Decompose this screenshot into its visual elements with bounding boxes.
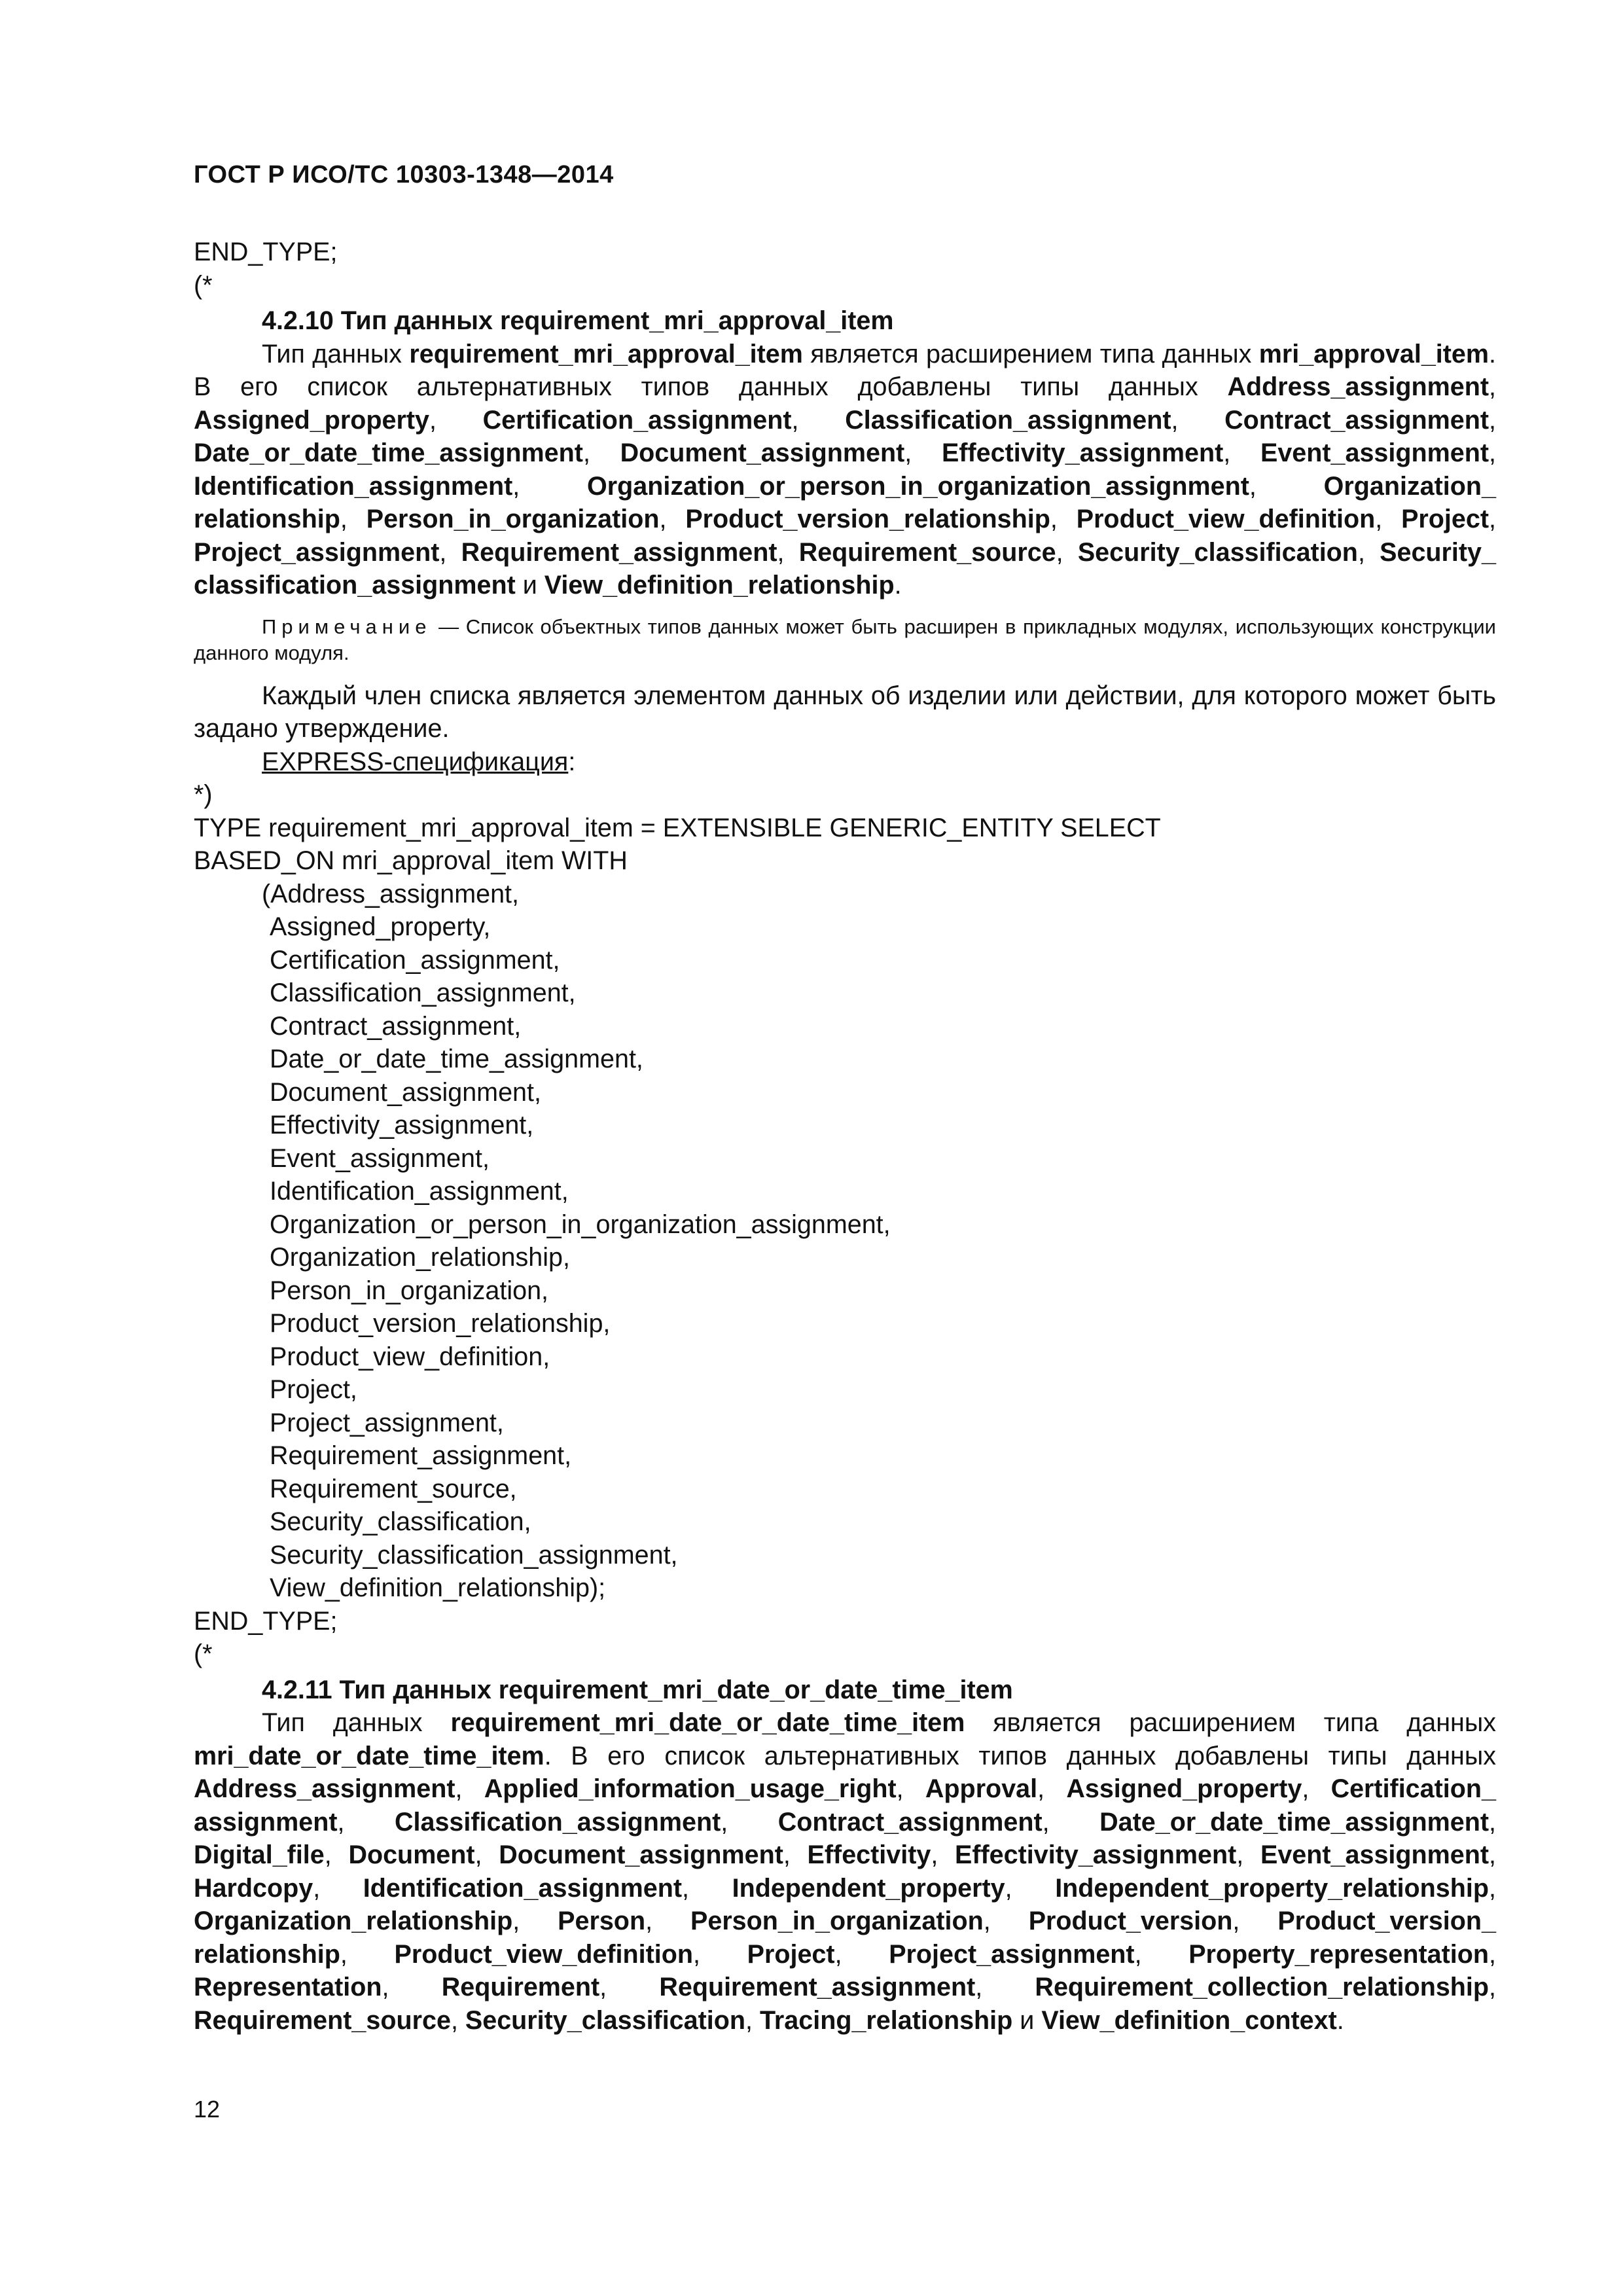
code-item: Project,: [270, 1375, 357, 1404]
type-name: Product_version: [1028, 1907, 1233, 1935]
section-1-paragraph: [194, 338, 1496, 602]
type-name: Product_view_definition: [1076, 505, 1376, 533]
note-text: — Список объектных типов данных может быть расширен в прикладных модулях, использующих конструкции данного модуля.: [194, 615, 1496, 664]
base-type-name: mri_approval_item: [1258, 339, 1489, 368]
type-name: Requirement_source: [194, 2005, 451, 2035]
and-word: и: [1012, 2005, 1042, 2035]
code-item: Person_in_organization,: [270, 1276, 549, 1305]
code-item: Event_assignment,: [270, 1143, 490, 1173]
code-line: (*: [194, 270, 213, 300]
type-name: Document_assignment: [620, 439, 905, 467]
type-name: Person: [558, 1907, 646, 1935]
type-name: Project: [747, 1939, 835, 1969]
type-name: Requirement: [441, 1973, 600, 2001]
type-name: Assigned_property: [194, 405, 429, 435]
type-name: Project_assignment: [889, 1939, 1135, 1969]
type-name: Assigned_property: [1066, 1774, 1302, 1803]
type-name: Requirement_assignment: [461, 537, 777, 567]
type-name: Property_representation: [1188, 1939, 1489, 1969]
type-name: Independent_property_relationship: [1055, 1873, 1489, 1903]
type-name: Digital_file: [194, 1840, 325, 1869]
type-name: Person_in_organization: [690, 1907, 984, 1935]
type-name: Event_assignment: [1260, 1840, 1489, 1869]
type-name: Effectivity: [807, 1840, 931, 1869]
type-name: Requirement_assignment: [659, 1973, 976, 2001]
type-name: Effectivity_assignment: [941, 439, 1224, 467]
extends-text: является расширением типа данных: [965, 1708, 1496, 1737]
member-text: Каждый член списка является элементом данных об изделии или действии, для которого может быть задано утверждение.: [194, 681, 1496, 743]
type-name: Certification_ assignment: [194, 1774, 1496, 1837]
type-name: Date_or_date_time_assignment: [194, 439, 583, 467]
type-name: Approval: [925, 1774, 1038, 1803]
code-item: Effectivity_assignment,: [270, 1111, 534, 1139]
type-name: Applied_information_usage_right: [484, 1774, 897, 1803]
type-list: Address_assignment, Applied_information_usage_right, Approval, Assigned_property, Certification_ assignment, Classification_assignment, Contract_assignment, Date_or_date_time_assignment, Digital_file, Document, Document_assignment, Effectivity, Effectivity_assignment, Event_assignment, Hardcopy, Identification_assignment, Independent_property, Independent_property_relationship, Organization_relationship, Person, Person_in_organization, Product_version, Product_version_ relationship, Product_view_definition, Project, Project_assignment, Property_representation, Representation, Requirement, Requirement_assignment, Requirement_collection_relationship, Requirement_source, Security_classification, Tracing_relationship: [194, 1774, 1497, 2035]
type-name: Organization_relationship: [194, 1907, 513, 1935]
express-spec-line: [194, 745, 1496, 779]
type-name: Independent_property: [732, 1873, 1005, 1903]
code-item: Requirement_assignment,: [270, 1441, 572, 1470]
type-name: Product_version_ relationship: [194, 1907, 1496, 1969]
code-line: (*: [194, 1640, 213, 1668]
code-item: Organization_relationship,: [270, 1243, 570, 1272]
type-name: Product_version_relationship: [685, 505, 1050, 533]
section-heading: 4.2.10 Тип данных requirement_mri_approval_item: [262, 306, 894, 335]
list-text: . В его список альтернативных типов данных добавлены типы данных: [194, 339, 1496, 401]
code-item: Product_view_definition,: [270, 1342, 550, 1371]
type-name: Product_view_definition: [394, 1939, 694, 1969]
type-name: Security_classification: [1077, 537, 1358, 567]
type-name: requirement_mri_date_or_date_time_item: [450, 1708, 965, 1737]
type-name: Contract_assignment: [777, 1807, 1043, 1837]
code-item: Document_assignment,: [270, 1077, 541, 1107]
document-header: ГОСТ Р ИСО/ТС 10303-1348—2014: [194, 161, 614, 188]
code-item-list: [194, 878, 1496, 1605]
type-name: Effectivity_assignment: [955, 1840, 1237, 1869]
page-content: [194, 236, 1496, 2037]
code-item: Certification_assignment,: [270, 945, 560, 975]
code-item: Security_classification_assignment,: [270, 1540, 678, 1570]
code-item: Product_version_relationship,: [270, 1309, 611, 1338]
code-item: (Address_assignment,: [262, 879, 519, 908]
code-item: Organization_or_person_in_organization_assignment,: [270, 1210, 891, 1239]
type-name: Organization_ relationship: [194, 471, 1497, 533]
type-name: Project_assignment: [194, 537, 440, 567]
last-type-name: View_definition_context: [1041, 2005, 1337, 2035]
type-name: Date_or_date_time_assignment: [1099, 1807, 1489, 1837]
member-paragraph: [194, 679, 1496, 745]
type-name: Security_classification: [465, 2005, 746, 2035]
code-line: TYPE requirement_mri_approval_item = EXTENSIBLE GENERIC_ENTITY SELECT: [194, 813, 1161, 842]
code-line: END_TYPE;: [194, 238, 338, 266]
type-name: Certification_assignment: [482, 405, 792, 435]
express-spec-label: EXPRESS-спецификация: [262, 747, 569, 776]
type-name: Address_assignment: [194, 1774, 455, 1803]
note-label: Примечание: [262, 615, 432, 638]
base-type-name: mri_date_or_date_time_item: [194, 1741, 544, 1770]
type-name: Identification_assignment: [194, 471, 513, 501]
type-name: Classification_assignment: [394, 1807, 721, 1837]
type-name: Identification_assignment: [363, 1873, 683, 1903]
type-name: Contract_assignment: [1224, 405, 1489, 435]
end-punct: .: [894, 571, 902, 600]
code-item: Requirement_source,: [270, 1474, 517, 1503]
type-list: Address_assignment, Assigned_property, Certification_assignment, Classification_assignment, Contract_assignment, Date_or_date_time_assignment, Document_assignment, Effectivity_assignment, Event_assignment, Identification_assignment, Organization_or_person_in_organization_assignment, Organization_ relationship, Person_in_organization, Product_version_relationship, Product_view_definition, Project, Project_assignment, Requirement_assignment, Requirement_source, Security_classification, Security_ classification_assignment: [194, 372, 1497, 600]
type-name: Address_assignment: [1227, 372, 1489, 401]
last-type-name: View_definition_relationship: [544, 571, 895, 600]
note: [194, 614, 1496, 666]
type-name: Person_in_organization: [366, 505, 660, 533]
code-item: Project_assignment,: [270, 1408, 504, 1437]
type-name: Organization_or_person_in_organization_assignment: [587, 471, 1249, 501]
type-name: requirement_mri_approval_item: [409, 339, 803, 368]
code-item: Assigned_property,: [270, 912, 491, 941]
type-name: Event_assignment: [1260, 439, 1489, 467]
section-2-paragraph: [194, 1706, 1496, 2037]
and-word: и: [515, 571, 544, 600]
code-item: Classification_assignment,: [270, 978, 576, 1007]
type-name: Tracing_relationship: [759, 2005, 1013, 2035]
intro-text: Тип данных: [262, 339, 410, 368]
section-heading: 4.2.11 Тип данных requirement_mri_date_or_date_time_item: [262, 1675, 1013, 1704]
type-name: Project: [1401, 505, 1489, 533]
code-line: END_TYPE;: [194, 1606, 338, 1636]
code-line: BASED_ON mri_approval_item WITH: [194, 846, 628, 875]
intro-text: Тип данных: [262, 1708, 451, 1737]
list-text: . В его список альтернативных типов данных добавлены типы данных: [544, 1741, 1496, 1770]
code-item: Date_or_date_time_assignment,: [270, 1045, 643, 1073]
type-name: Security_ classification_assignment: [194, 537, 1496, 600]
end-punct: .: [1336, 2005, 1344, 2035]
code-item: Contract_assignment,: [270, 1011, 522, 1041]
code-item: View_definition_relationship);: [270, 1573, 606, 1602]
type-name: Requirement_source: [798, 537, 1056, 567]
type-name: Document: [348, 1840, 475, 1869]
code-item: Identification_assignment,: [270, 1177, 569, 1206]
express-spec-colon: :: [568, 747, 576, 776]
code-line: *): [194, 780, 213, 809]
type-name: Requirement_collection_relationship: [1035, 1973, 1489, 2001]
type-name: Representation: [194, 1973, 382, 2001]
extends-text: является расширением типа данных: [802, 339, 1259, 368]
type-name: Document_assignment: [499, 1840, 783, 1869]
page-number: 12: [194, 2096, 221, 2123]
type-name: Hardcopy: [194, 1873, 313, 1903]
type-name: Classification_assignment: [845, 405, 1171, 435]
code-item: Security_classification,: [270, 1507, 531, 1536]
